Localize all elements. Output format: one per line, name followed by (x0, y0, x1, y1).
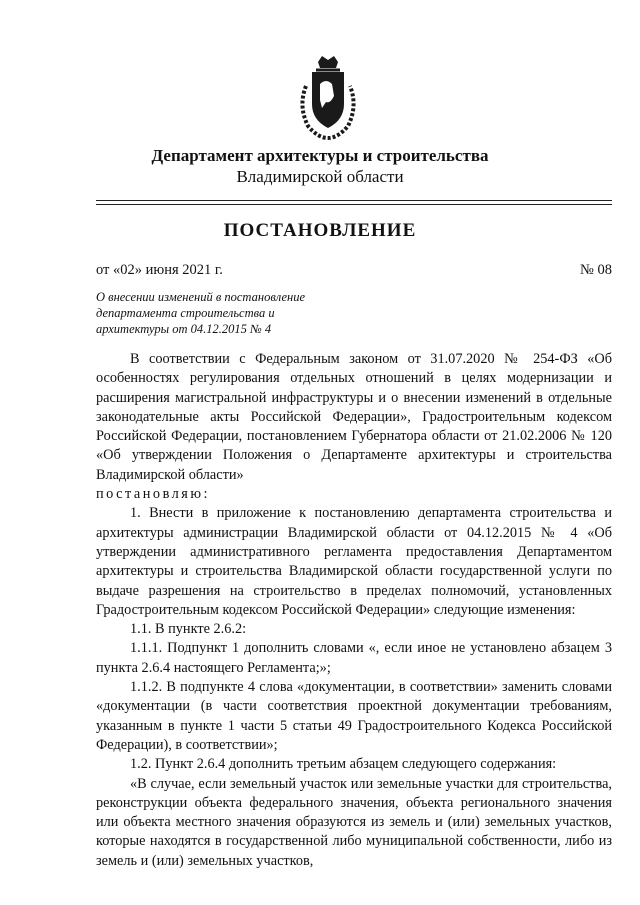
header-divider (96, 200, 612, 201)
paragraph-1-2: 1.2. Пункт 2.6.4 дополнить третьим абзацем следующего содержания: (130, 756, 557, 773)
coat-of-arms-emblem (296, 56, 360, 140)
resolve-word: постановляю: (96, 486, 210, 503)
org-region: Владимирской области (236, 167, 404, 186)
subject-line: архитектуры от 04.12.2015 № 4 (96, 322, 272, 336)
subject-line: департамента строительства и (96, 306, 275, 320)
preamble-paragraph: В соответствии с Федеральным законом от 31.07.2020 № 254-ФЗ «Об особенностях регулирования отдельных отношений в целях модернизации и расширения магистральной инфраструктуры и о внесении изменений в отдельные законодательные акты Российской Федерации», Градостроительным кодексом Российской Федерации, постановлением Губернатора области от 21.02.2006 № 120 «Об утверждении Положения о Департаменте архитектуры и строительства Владимирской области» (96, 351, 612, 483)
document-body (96, 350, 612, 871)
paragraph-1: 1. Внести в приложение к постановлению департамента строительства и архитектуры администрации Владимирской области от 04.12.2015 № 4 «Об утверждении административного регламента предоставления Департаментом архитектуры и строительства Владимирской области государственной услуги по выдаче разрешения на строительство в пределах полномочий, установленных Градостроительным кодексом Российской Федерации» следующие изменения: (96, 505, 612, 618)
paragraph-1-1: 1.1. В пункте 2.6.2: (130, 621, 247, 638)
document-date: от «02» июня 2021 г. (96, 262, 223, 278)
paragraph-1-1-2: 1.1.2. В подпункте 4 слова «документации, в соответствии» заменить словами «документации (в части соответствия проектной документации требованиям, указанным в пункте 1 части 5 статьи 49 Градостроительного Кодекса Российской Федерации), в соответствии»; (96, 679, 612, 753)
paragraph-1-1-1: 1.1.1. Подпункт 1 дополнить словами «, если иное не установлено абзацем 3 пункта 2.6.4 настоящего Регламента;»; (96, 640, 612, 676)
header-divider (96, 204, 612, 205)
document-number: № 08 (580, 262, 612, 278)
quoted-paragraph: «В случае, если земельный участок или земельные участки для строительства, реконструкции объекта федерального значения, объекта регионального значения или объекта местного значения образуются из земель и (или) земельных участков, которые находятся в государственной либо муниципальной собственности, либо из земель и (или) земельных участков, (96, 775, 612, 869)
document-subject (96, 289, 326, 337)
document-type-title: ПОСТАНОВЛЕНИЕ (223, 220, 417, 241)
org-name: Департамент архитектуры и строительства (151, 146, 489, 165)
subject-line: О внесении изменений в постановление (96, 290, 306, 304)
